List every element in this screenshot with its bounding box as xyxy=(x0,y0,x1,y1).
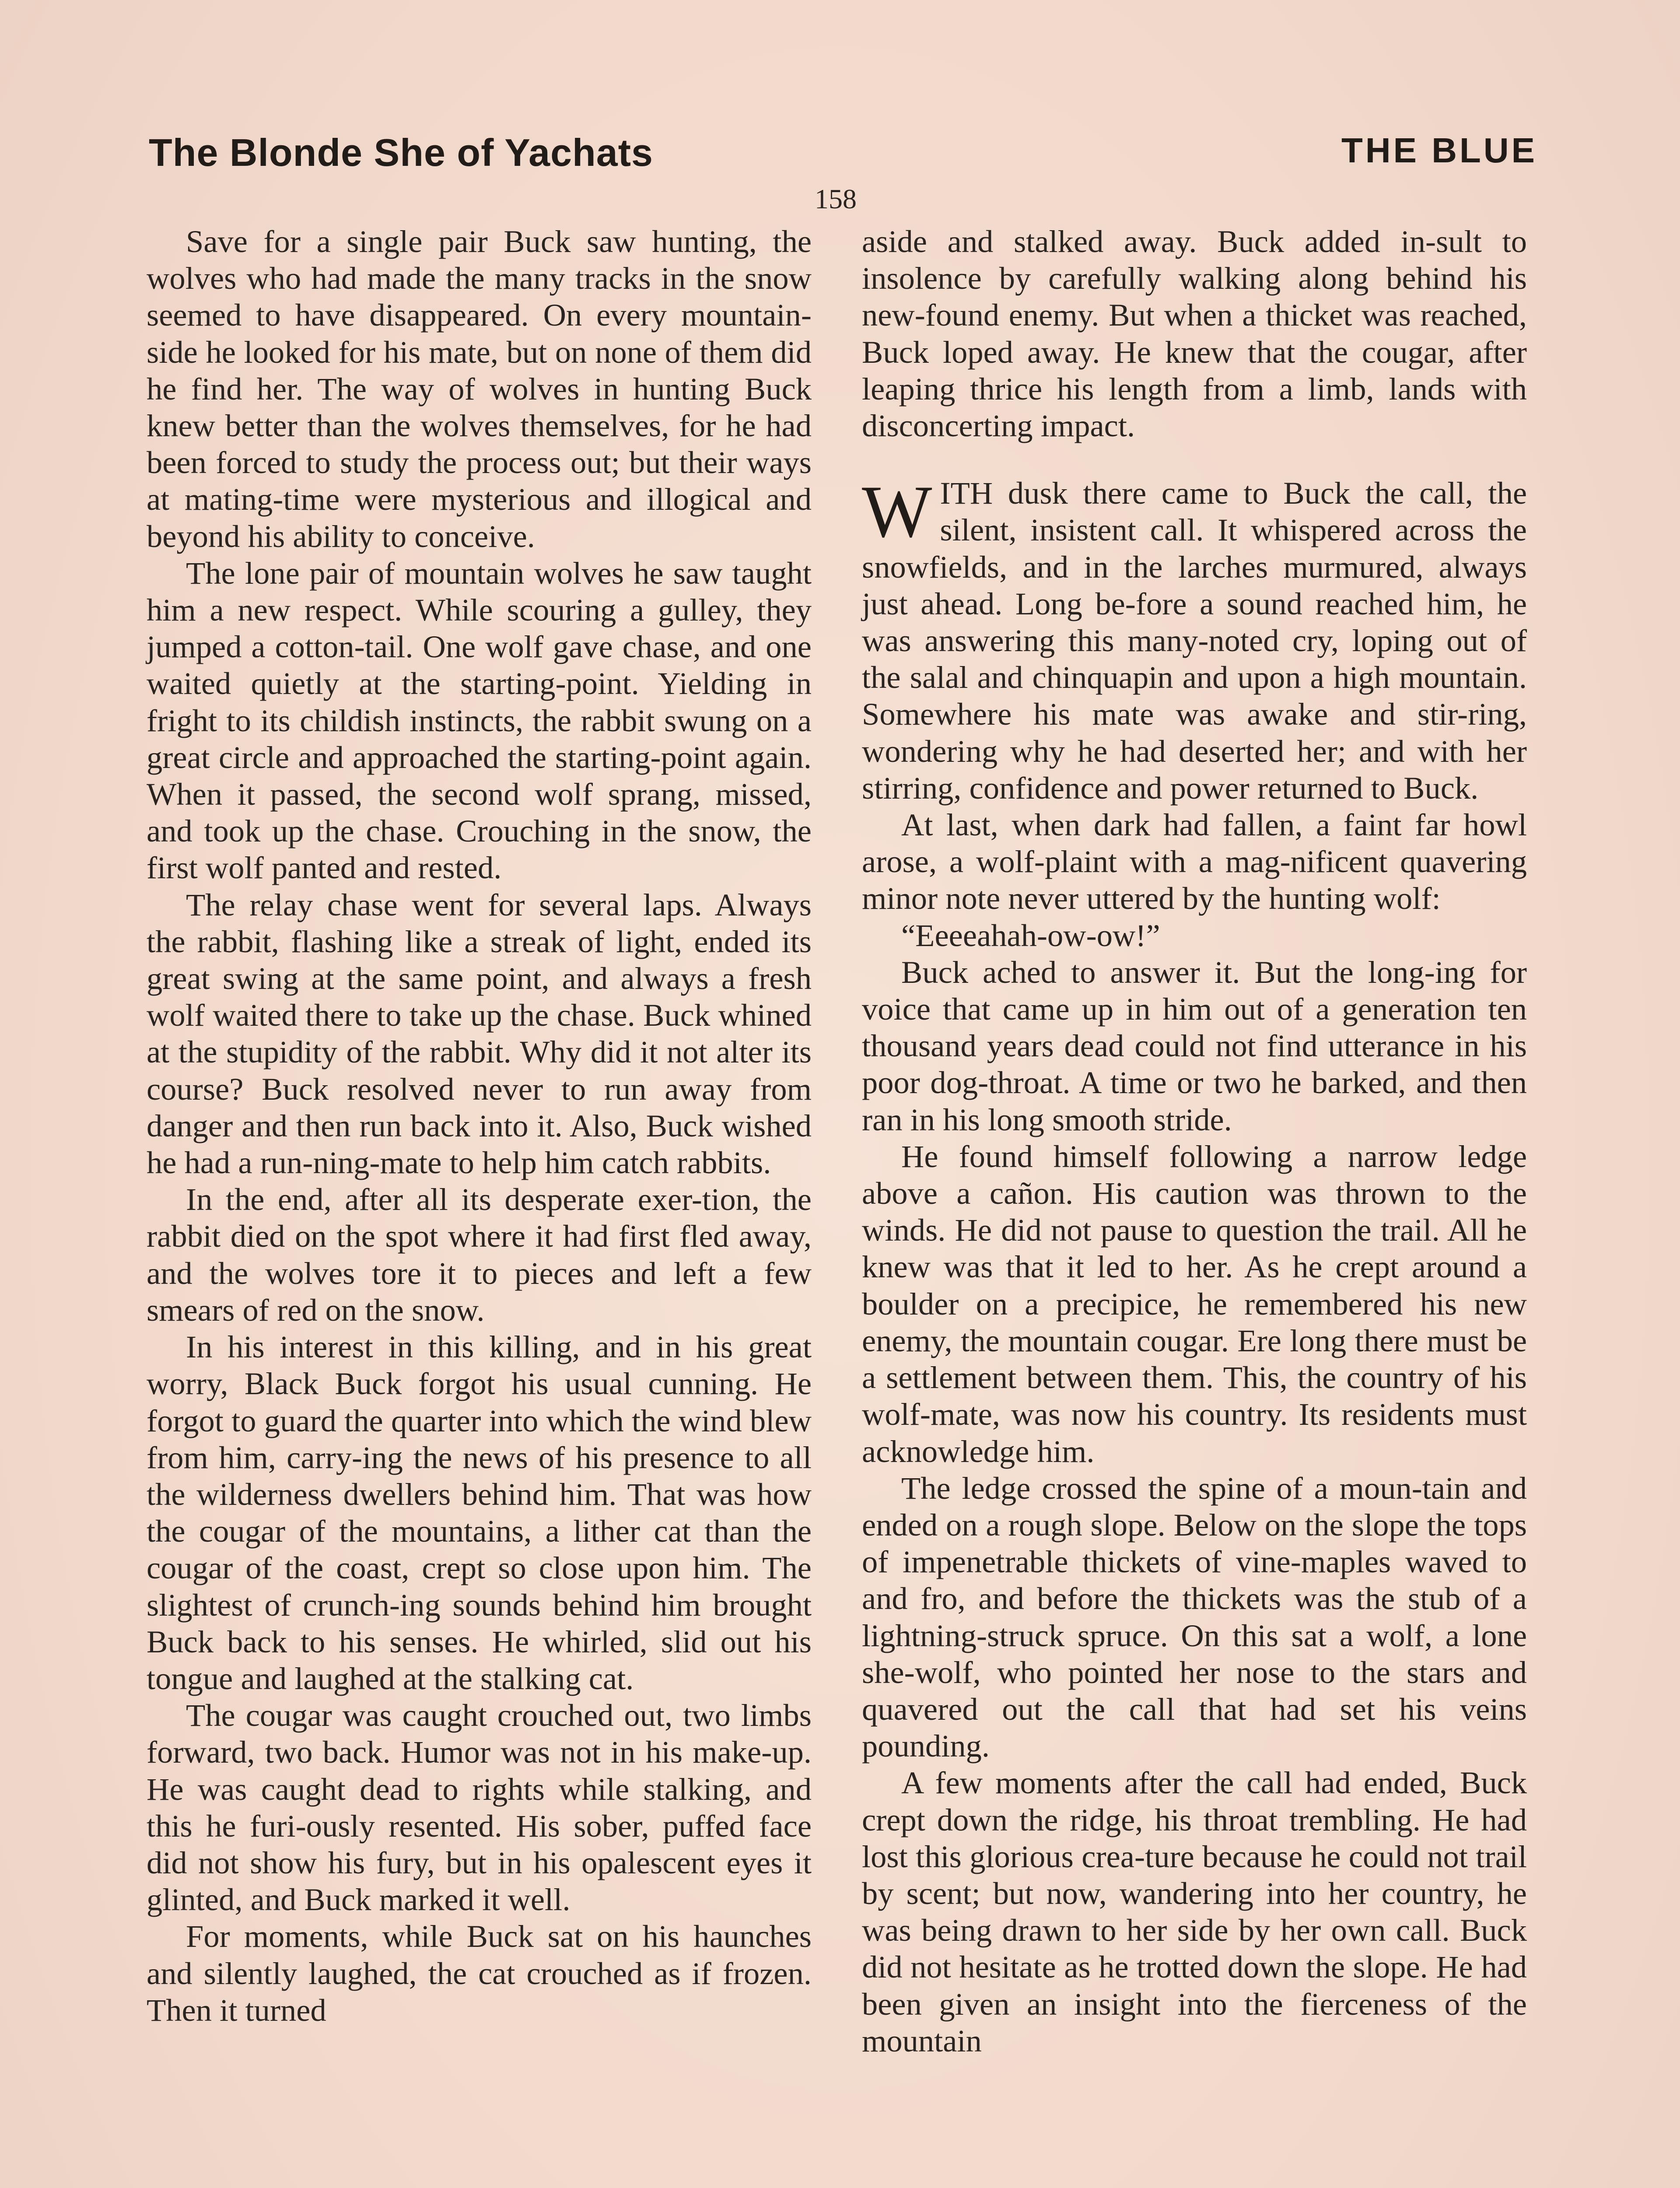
paragraph: In his interest in this killing, and in his great worry, Black Buck forgot his usual cunning. He forgot to guard the quarter into which the wind blew from him, carry-ing the news of his presence to all the wilderness dwellers behind him. That was how the cougar of the mountains, a lither cat than the cougar of the coast, crept so close upon him. The slightest of crunch-ing sounds behind him brought Buck back to his senses. He whirled, slid out his tongue and laughed at the stalking cat. xyxy=(147,1329,812,1696)
paragraph: Save for a single pair Buck saw hunting, the wolves who had made the many tracks in the snow seemed to have disappeared. On every mountain-side he looked for his mate, but on none of them did he find her. The way of wolves in hunting Buck knew better than the wolves themselves, for he had been forced to study the process out; but their ways at mating-time were mysterious and illogical and beyond his ability to conceive. xyxy=(147,224,812,554)
section-opening-paragraph xyxy=(862,470,1527,806)
page-number: 158 xyxy=(815,183,857,214)
continuation-paragraph: aside and stalked away. Buck added in-sult to insolence by carefully walking along behind his new-found enemy. But when a thicket was reached, Buck loped away. He knew that the cougar, after leaping thrice his length from a limb, lands with disconcerting impact. xyxy=(862,224,1527,444)
paragraph: The lone pair of mountain wolves he saw taught him a new respect. While scouring a gulley, they jumped a cotton-tail. One wolf gave chase, and one waited quietly at the starting-point. Yielding in fright to its childish instincts, the rabbit swung on a great circle and approached the starting-point again. When it passed, the second wolf sprang, missed, and took up the chase. Crouching in the snow, the first wolf panted and rested. xyxy=(147,555,812,886)
paragraph: Buck ached to answer it. But the long-ing for voice that came up in him out of a generation ten thousand years dead could not find utterance in his poor dog-throat. A time or two he barked, and then ran in his long smooth stride. xyxy=(862,954,1527,1137)
section-break xyxy=(862,444,1527,475)
paragraph: He found himself following a narrow ledge above a cañon. His caution was thrown to the winds. He did not pause to question the trail. All he knew was that it led to her. As he crept around a boulder on a precipice, he remembered his new enemy, the mountain cougar. Ere long there must be a settlement between them. This, the country of his wolf-mate, was now his country. Its residents must acknowledge him. xyxy=(862,1138,1527,1469)
story-title: The Blonde She of Yachats xyxy=(149,131,653,174)
magazine-name: THE BLUE xyxy=(1341,131,1537,170)
howl-quote: “Eeeeahah-ow-ow!” xyxy=(901,917,1160,953)
left-column xyxy=(147,223,812,2029)
paragraph: The ledge crossed the spine of a moun-tain and ended on a rough slope. Below on the slope the tops of impenetrable thickets of vine-maples waved to and fro, and before the thickets was the stub of a lightning-struck spruce. On this sat a wolf, a lone she-wolf, who pointed her nose to the stars and quavered out the call that had set his veins pounding. xyxy=(862,1470,1527,1764)
paragraph: In the end, after all its desperate exer-tion, the rabbit died on the spot where it had first fled away, and the wolves tore it to pieces and left a few smears of red on the snow. xyxy=(147,1182,812,1328)
drop-cap: W xyxy=(862,470,932,553)
paragraph: The cougar was caught crouched out, two limbs forward, two back. Humor was not in his make-up. He was caught dead to rights while stalking, and this he furi-ously resented. His sober, puffed face did not show his fury, but in his opalescent eyes it glinted, and Buck marked it well. xyxy=(147,1697,812,1918)
paragraph: For moments, while Buck sat on his haunches and silently laughed, the cat crouched as if frozen. Then it turned xyxy=(147,1918,812,2028)
paragraph: At last, when dark had fallen, a faint far howl arose, a wolf-plaint with a mag-nificent quavering minor note never uttered by the hunting wolf: xyxy=(862,807,1527,916)
paragraph: A few moments after the call had ended, Buck crept down the ridge, his throat trembling. He had lost this glorious crea-ture because he could not trail by scent; but now, wandering into her country, he was being drawn to her side by her own call. Buck did not hesitate as he trotted down the slope. He had been given an insight into the fierceness of the mountain xyxy=(862,1765,1527,2058)
paragraph: The relay chase went for several laps. Always the rabbit, flashing like a streak of light, ended its great swing at the same point, and always a fresh wolf waited there to take up the chase. Buck whined at the stupidity of the rabbit. Why did it not alter its course? Buck resolved never to run away from danger and then run back into it. Also, Buck wished he had a run-ning-mate to help him catch rabbits. xyxy=(147,887,812,1181)
section-opening-text: ITH dusk there came to Buck the call, the silent, insistent call. It whispered across the snowfields, and in the larches murmured, always just ahead. Long be-fore a sound reached him, he was answering this many-noted cry, loping out of the salal and chinquapin and upon a high mountain. Somewhere his mate was awake and stir-ring, wondering why he had deserted her; and with her stirring, confidence and power returned to Buck. xyxy=(862,475,1527,806)
right-column xyxy=(862,223,1527,2059)
